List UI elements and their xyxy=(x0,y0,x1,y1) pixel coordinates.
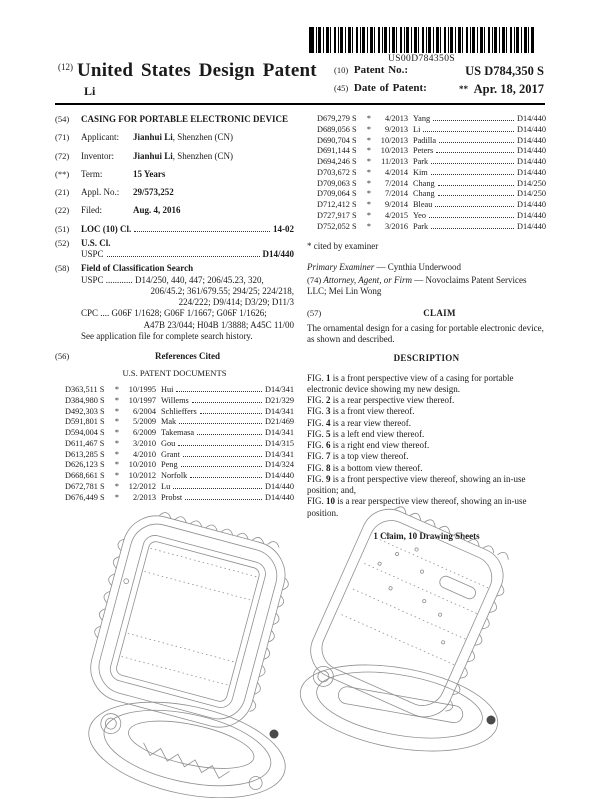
patent-no-value: US D784,350 S xyxy=(465,64,544,78)
reference-row: D691,144 S * 10/2013 Peters D14/440 xyxy=(317,146,546,156)
reference-row: D709,064 S * 7/2014 Chang D14/250 xyxy=(317,189,546,199)
figure-description-line: FIG. 3 is a front view thereof. xyxy=(307,406,415,417)
figure-description-line: FIG. 1 is a front perspective view of a casing for portable electronic device showing my new design. xyxy=(307,372,514,394)
header-left xyxy=(58,60,338,99)
reference-row: D709,063 S * 7/2014 Chang D14/250 xyxy=(317,178,546,188)
header-divider xyxy=(55,103,545,105)
term-value: 15 Years xyxy=(133,168,166,179)
figure-description-line: FIG. 5 is a left end view thereof. xyxy=(307,428,425,439)
loc-class: 14-02 xyxy=(273,223,294,234)
references-table-left xyxy=(55,385,294,504)
field-22: (22) Filed: Aug. 4, 2016 xyxy=(55,205,181,216)
applicant-name: Jianhui Li xyxy=(133,132,173,143)
field-71: (71) Applicant: Jianhui Li, Shenzhen (CN) xyxy=(55,132,234,143)
filing-date: Aug. 4, 2016 xyxy=(133,205,181,216)
rear-perspective-drawing xyxy=(287,504,527,760)
reference-row: D676,449 S * 2/2013 Probst D14/440 xyxy=(65,492,294,502)
reference-row: D594,004 S * 6/2009 Takemasa D14/341 xyxy=(65,428,294,438)
date-code: (45) xyxy=(334,83,349,93)
invention-title: CASING FOR PORTABLE ELECTRONIC DEVICE xyxy=(81,114,289,124)
figure-description-line: FIG. 6 is a right end view thereof. xyxy=(307,440,430,451)
reference-row: D679,279 S * 4/2013 Yang D14/440 xyxy=(317,114,546,123)
field-term: (**) Term: 15 Years xyxy=(55,168,166,179)
reference-row: D613,285 S * 4/2010 Grant D14/341 xyxy=(65,449,294,459)
field-56: (56) References Cited xyxy=(55,351,294,362)
field-21: (21) Appl. No.: 29/573,252 xyxy=(55,187,174,197)
figure-descriptions xyxy=(307,373,546,519)
figure-description-line: FIG. 8 is a bottom view thereof. xyxy=(307,462,423,473)
barcode-block xyxy=(303,27,540,64)
primary-examiner-line: Primary Examiner — Cynthia Underwood xyxy=(307,261,461,272)
reference-row: D689,056 S * 9/2013 Li D14/440 xyxy=(317,124,546,134)
body-columns xyxy=(55,114,547,542)
term-stars: ** xyxy=(459,84,469,94)
reference-row: D694,246 S * 11/2013 Park D14/440 xyxy=(317,157,546,167)
figure-description-line: FIG. 4 is a rear view thereof. xyxy=(307,417,411,428)
date-value: Apr. 18, 2017 xyxy=(473,82,544,96)
claim-section-heading: (57) CLAIM xyxy=(307,307,456,318)
inventor-name: Jianhui Li xyxy=(133,150,173,161)
claim-text: The ornamental design for a casing for portable electronic device, as shown and described. xyxy=(307,322,544,345)
uspc-class: D14/440 xyxy=(262,249,294,259)
drawing-sheet xyxy=(55,504,547,798)
front-perspective-drawing xyxy=(71,506,299,798)
left-column xyxy=(55,114,294,542)
reference-row: D626,123 S * 10/2010 Peng D14/324 xyxy=(65,460,294,470)
reference-row: D591,801 S * 5/2009 Mak D21/469 xyxy=(65,417,294,427)
attorney-line: (74) Attorney, Agent, or Firm — Novoclaims Patent Services LLC; Mei Lin Wong xyxy=(307,275,527,297)
page-title: United States Design Patent xyxy=(77,60,317,81)
us-patent-documents-heading: U.S. PATENT DOCUMENTS xyxy=(122,368,227,379)
reference-row: D752,052 S * 3/2016 Park D14/440 xyxy=(317,221,546,231)
reference-row: D727,917 S * 4/2015 Yeo D14/440 xyxy=(317,211,546,221)
figure-description-line: FIG. 9 is a front perspective view thereof, showing an in-use position; and, xyxy=(307,473,526,496)
reference-row: D363,511 S * 10/1995 Hui D14/341 xyxy=(65,384,294,394)
reference-row: D384,980 S * 10/1997 Willems D21/329 xyxy=(65,395,294,405)
patent-no-label: Patent No.: xyxy=(353,64,409,76)
reference-row: D668,661 S * 10/2012 Norfolk D14/440 xyxy=(65,471,294,481)
claims-sheets-summary: 1 Claim, 10 Drawing Sheets xyxy=(373,530,480,541)
cited-by-examiner-note: * cited by examiner xyxy=(307,240,379,251)
field-51: (51) LOC (10) Cl. 14-02 xyxy=(55,223,294,234)
references-table-right xyxy=(307,114,546,233)
barcode-icon xyxy=(309,27,534,53)
field-54: (54) CASING FOR PORTABLE ELECTRONIC DEVICE xyxy=(55,114,294,125)
field-72: (72) Inventor: Jianhui Li, Shenzhen (CN) xyxy=(55,150,234,161)
inventor-short-name: Li xyxy=(84,84,96,98)
patent-no-code: (10) xyxy=(334,65,349,75)
reference-row: D712,412 S * 9/2014 Bleau D14/440 xyxy=(317,200,546,210)
figure-description-line: FIG. 2 is a rear perspective view thereof. xyxy=(307,395,455,406)
description-heading: DESCRIPTION xyxy=(393,353,460,364)
figure-description-line: FIG. 10 is a rear perspective view thereof, showing an in-use position. xyxy=(307,496,527,518)
right-column xyxy=(307,114,546,542)
figure-description-line: FIG. 7 is a top view thereof. xyxy=(307,451,409,462)
reference-row: D703,672 S * 4/2014 Kim D14/440 xyxy=(317,167,546,177)
application-number: 29/573,252 xyxy=(133,187,174,197)
references-cited-heading: References Cited xyxy=(154,351,221,361)
kind-code: (12) xyxy=(58,62,73,72)
field-58: (58) Field of Classification Search USPC ............ D14/250, 440, 447; 206/45.23, 320, 206/45.2; 361/679.55; 294/25; 224/218, 224/222; D9/414; D3/29; D11/3 CPC .... G06F 1/1628; G06F 1/1667; G06F 1/1626; A47B 23/044; H04B 1/3888; A45C 11/00 See application file for complete search history. xyxy=(55,263,294,341)
date-label: Date of Patent: xyxy=(353,82,427,94)
reference-row: D690,704 S * 10/2013 Padilla D14/440 xyxy=(317,135,546,145)
barcode-number: US00D784350S xyxy=(387,54,456,64)
reference-row: D492,303 S * 6/2004 Schlieffers D14/341 xyxy=(65,406,294,416)
field-52: (52) U.S. Cl. USPC D14/440 xyxy=(55,237,294,259)
reference-row: D672,781 S * 12/2012 Lu D14/440 xyxy=(65,482,294,492)
header-right xyxy=(334,64,544,100)
reference-row: D611,467 S * 3/2010 Gou D14/315 xyxy=(65,438,294,448)
